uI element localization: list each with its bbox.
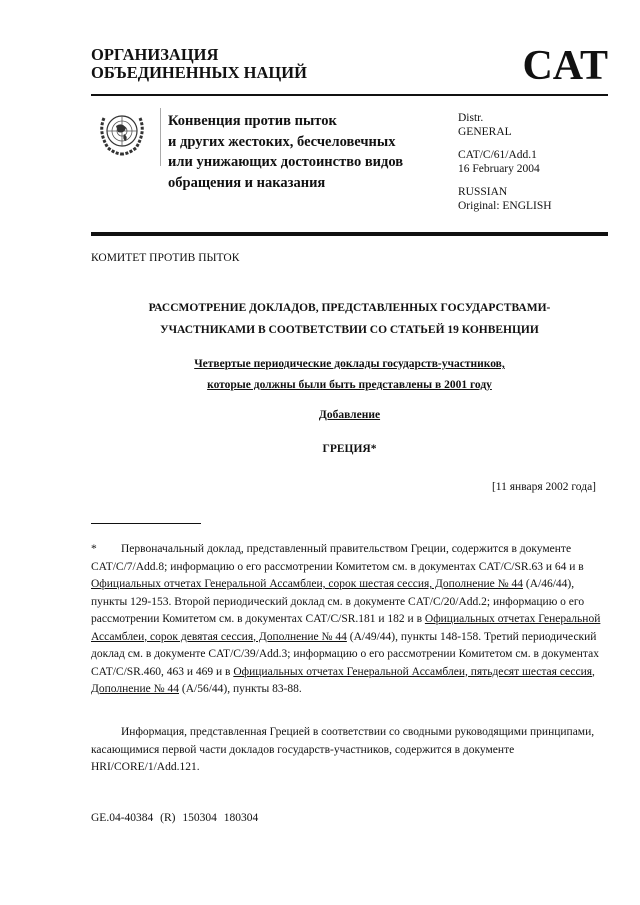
title-line: УЧАСТНИКАМИ В СООТВЕТСТВИИ СО СТАТЬЕЙ 19 КОНВЕНЦИИ (160, 324, 539, 336)
header-rule (91, 94, 608, 96)
header-thick-rule (91, 232, 608, 236)
country-heading: ГРЕЦИЯ* (322, 443, 377, 455)
un-emblem-icon (94, 108, 150, 158)
org-line-2: ОБЪЕДИНЕННЫХ НАЦИЙ (91, 63, 307, 82)
title-line: РАССМОТРЕНИЕ ДОКЛАДОВ, ПРЕДСТАВЛЕННЫХ ГОСУДАРСТВАМИ- (148, 302, 551, 314)
document-metadata (458, 111, 552, 222)
document-subtitle (91, 354, 608, 396)
subtitle-line: которые должны были быть представлены в 2001 году (207, 379, 492, 391)
addendum-heading (91, 409, 608, 421)
org-line-1: ОРГАНИЗАЦИЯ (91, 45, 219, 64)
language: RUSSIAN (458, 186, 508, 198)
footnote-paragraph-2: Информация, представленная Грецией в соответствии со сводными руководящими принципами, касающимися первой части докладов государств-участников, содержится в документе HRI/CORE/1/Add.121. (91, 726, 595, 773)
footnote-text: (A/46/44), пункты 129-153. Второй периодический доклад см. в документе CAT/C/20/Add.2; информацию о его рассмотрении Комитетом см. в документах CAT/C/SR.181 и 182 и в (91, 578, 585, 625)
convention-line: обращения и наказания (168, 174, 326, 191)
original-language: Original: ENGLISH (458, 200, 552, 212)
organization-name (91, 46, 307, 82)
document-title (91, 297, 608, 341)
distr-value: GENERAL (458, 126, 512, 138)
footnote-text: (A/49/44), пункты 148-158. Третий периодический доклад см. в документе CAT/C/39/Add.3; информацию о его рассмотрении Комитетом см. в документах CAT/C/SR.460, 463 и 469 и в (91, 630, 599, 678)
doc-symbol: CAT/C/61/Add.1 (458, 149, 537, 161)
job-number: GE.04-40384 (R) 150304 180304 (91, 812, 259, 824)
document-symbol-large: CAT (522, 43, 608, 89)
convention-title (168, 111, 403, 193)
addendum-label: Добавление (318, 409, 381, 421)
convention-line: Конвенция против пыток (168, 113, 337, 129)
distr-label: Distr. (458, 112, 484, 124)
footnote (91, 541, 601, 699)
subtitle-line: Четвертые периодические доклады государств-участников, (194, 358, 505, 370)
convention-line: и других жестоких, бесчеловечных (168, 133, 396, 150)
convention-line: или унижающих достоинство видов (168, 154, 404, 170)
footnote-separator (91, 523, 201, 524)
footnote-reference: Официальных отчетах Генеральной Ассамблеи, пятьдесят шестая сессия, Дополнение № 44 (91, 665, 595, 695)
footnote-marker: * (91, 543, 97, 555)
footnote-text: (A/56/44), пункты 83-88. (178, 683, 302, 695)
footnote-reference: Официальных отчетах Генеральной Ассамблеи, сорок шестая сессия, Дополнение № 44 (91, 578, 524, 590)
emblem-divider (160, 108, 161, 166)
doc-date: 16 February 2004 (458, 163, 540, 175)
report-date: [11 января 2002 года] (491, 481, 596, 493)
committee-name: КОМИТЕТ ПРОТИВ ПЫТОК (91, 252, 240, 264)
footnote-text: Первоначальный доклад, представленный правительством Греции, содержится в документе CAT/C/7/Add.8; информацию о его рассмотрении Комитетом см. в документах CAT/C/SR.63 и 64 и в (91, 543, 584, 573)
footnote-reference: Официальных отчетах Генеральной Ассамблеи, сорок девятая сессия, Дополнение № 44 (91, 613, 601, 643)
